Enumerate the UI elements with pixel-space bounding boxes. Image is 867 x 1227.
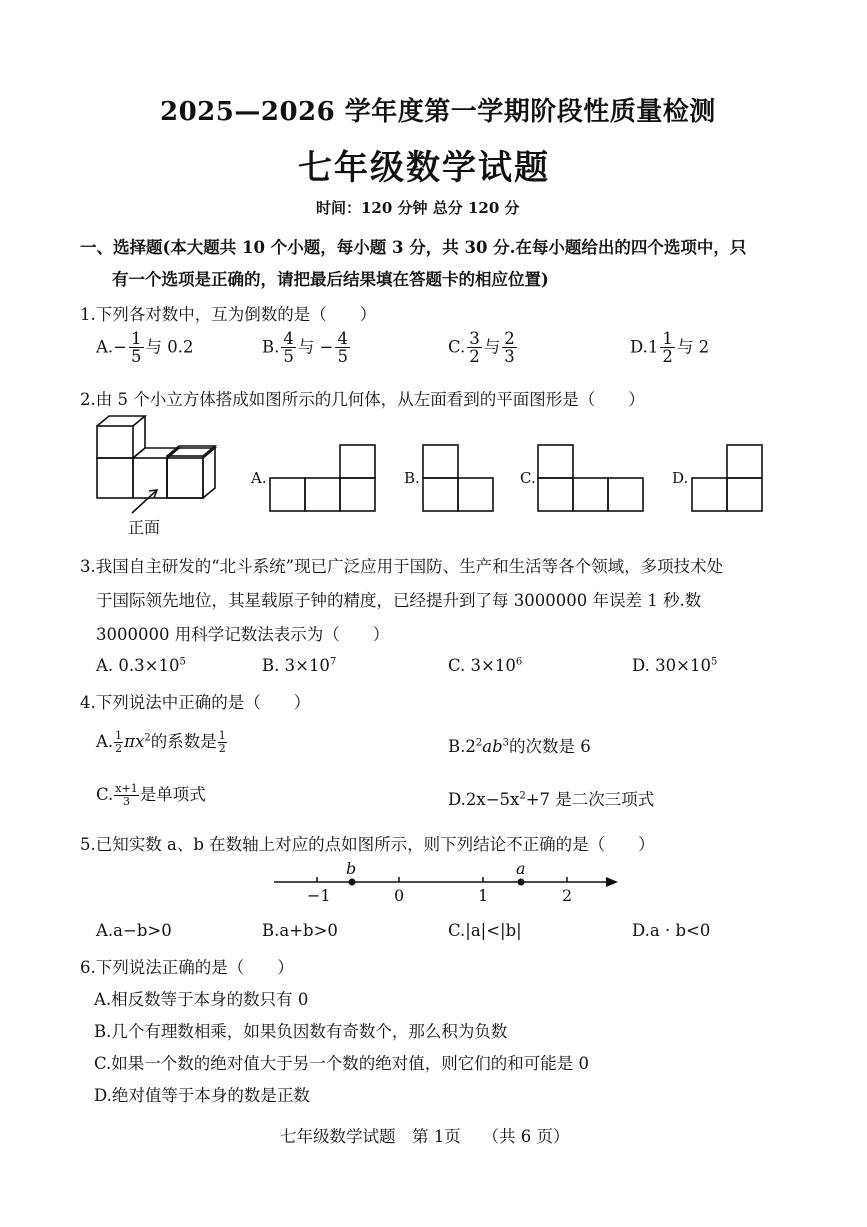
- q3-option-d: D. $30\times 10^5$: [632, 656, 718, 675]
- q2-option-b-shape: [423, 445, 493, 511]
- q1-option-a: [96, 330, 194, 366]
- q3-option-b: B. $3\times 10^7$: [262, 656, 337, 675]
- q4-option-c: C. $\frac{x+1}{3}$ 是单项式: [96, 782, 206, 808]
- point-b-label: b: [346, 859, 357, 878]
- q1-option-d: D.1 $\frac{1}{2}$ 与 2: [630, 329, 710, 367]
- q6-option-b: B.几个有理数相乘，如果负因数有奇数个，那么积为负数: [94, 1022, 508, 1041]
- q2-option-d-label: D.: [672, 469, 689, 487]
- q1-a-suffix: 与 0.2: [145, 337, 194, 357]
- q3-option-c: C. $3\times 10^6$: [448, 656, 523, 675]
- tick-label-0: 0: [394, 886, 405, 905]
- q1-a-prefix: A.−: [96, 337, 127, 357]
- q1-c-fraction-1: $\frac{3}{2}$: [469, 329, 480, 367]
- point-a: [518, 879, 525, 886]
- q5-option-b: B.a+b>0: [262, 921, 338, 940]
- q4-stem: 4.下列说法中正确的是（ ）: [80, 693, 311, 712]
- q1-option-c: C. $\frac{3}{2}$ 与 $\frac{2}{3}$: [448, 329, 515, 367]
- q3-line3: 3000000 用科学记数法表示为（ ）: [96, 625, 390, 644]
- tick-label-2: 2: [562, 886, 573, 905]
- q5-option-a: A.a−b>0: [96, 921, 172, 940]
- q1-d-fraction: $\frac{1}{2}$: [662, 329, 673, 367]
- q5-stem: 5.已知实数 a、b 在数轴上对应的点如图所示，则下列结论不正确的是（ ）: [80, 835, 655, 854]
- q6-option-a: A.相反数等于本身的数只有 0: [94, 990, 309, 1009]
- q6-option-d: D.绝对值等于本身的数是正数: [94, 1086, 310, 1105]
- cube-solid-figure: [97, 416, 215, 513]
- q4-option-d: $D.2x-5x^2+7$ 是二次三项式: [448, 790, 655, 809]
- q1-c-fraction-2: $\frac{2}{3}$: [504, 329, 515, 367]
- q1-option-b: B. $\frac{4}{5}$ 与 − $\frac{4}{5}$: [262, 329, 348, 367]
- q2-stem: 2.由 5 个小立方体搭成如图所示的几何体，从左面看到的平面图形是（ ）: [80, 390, 645, 409]
- q3-option-a: A. $0.3\times 10^5$: [96, 656, 186, 675]
- q2-option-c-label: C.: [520, 469, 536, 487]
- q2-option-b-label: B.: [404, 469, 420, 487]
- q2-option-d-shape: [692, 445, 762, 511]
- q4-option-b: $B.2^2ab^3$的次数是 6: [448, 737, 591, 756]
- q5-option-c: C.|a|<|b|: [448, 921, 522, 940]
- tick-label-neg1: −1: [307, 886, 331, 905]
- section-heading-line2: 有一个选项是正确的，请把最后结果填在答题卡的相应位置): [112, 270, 549, 289]
- q5-option-d: D.a · b<0: [632, 921, 711, 940]
- point-a-label: a: [516, 859, 526, 878]
- tick-label-1: 1: [478, 886, 489, 905]
- point-b: [349, 879, 356, 886]
- q3-line2: 于国际领先地位，其星载原子钟的精度，已经提升到了每 3000000 年误差 1 秒.数: [96, 591, 702, 610]
- number-line: [268, 858, 628, 908]
- q2-option-a-label: A.: [251, 469, 267, 487]
- subject-title: 七年级数学试题: [298, 148, 550, 188]
- section-heading-line1: 一、选择题(本大题共 10 个小题，每小题 3 分，共 30 分.在每小题给出的四个选项中，只: [80, 238, 747, 257]
- q1-b-fraction-1: $\frac{4}{5}$: [283, 329, 294, 367]
- number-line-arrow: [606, 877, 618, 887]
- q2-option-a-shape: [270, 445, 375, 511]
- exam-title: 2025—2026 学年度第一学期阶段性质量检测: [160, 97, 716, 127]
- q1-stem: 1.下列各对数中，互为倒数的是（ ）: [80, 305, 377, 324]
- q2-figures: [90, 414, 770, 540]
- q2-option-c-shape: [538, 445, 643, 511]
- q6-stem: 6.下列说法正确的是（ ）: [80, 958, 294, 977]
- front-label: 正面: [128, 518, 161, 537]
- q1-b-fraction-2: $\frac{4}{5}$: [337, 329, 348, 367]
- q3-line1: 3.我国自主研发的“北斗系统”现已广泛应用于国防、生产和生活等各个领域，多项技术处: [80, 557, 724, 576]
- q4-option-a: A. $\frac{1}{2}$ $\pi x^2$的系数是 $\frac{1}{2}$: [96, 729, 226, 755]
- time-info: 时间：120 分钟 总分 120 分: [316, 199, 520, 217]
- page-footer: 七年级数学试题 第 1页 （共 6 页）: [280, 1127, 570, 1146]
- q1-a-fraction: $\frac{1}{5}$: [131, 329, 142, 367]
- q6-option-c: C.如果一个数的绝对值大于另一个数的绝对值，则它们的和可能是 0: [94, 1054, 590, 1073]
